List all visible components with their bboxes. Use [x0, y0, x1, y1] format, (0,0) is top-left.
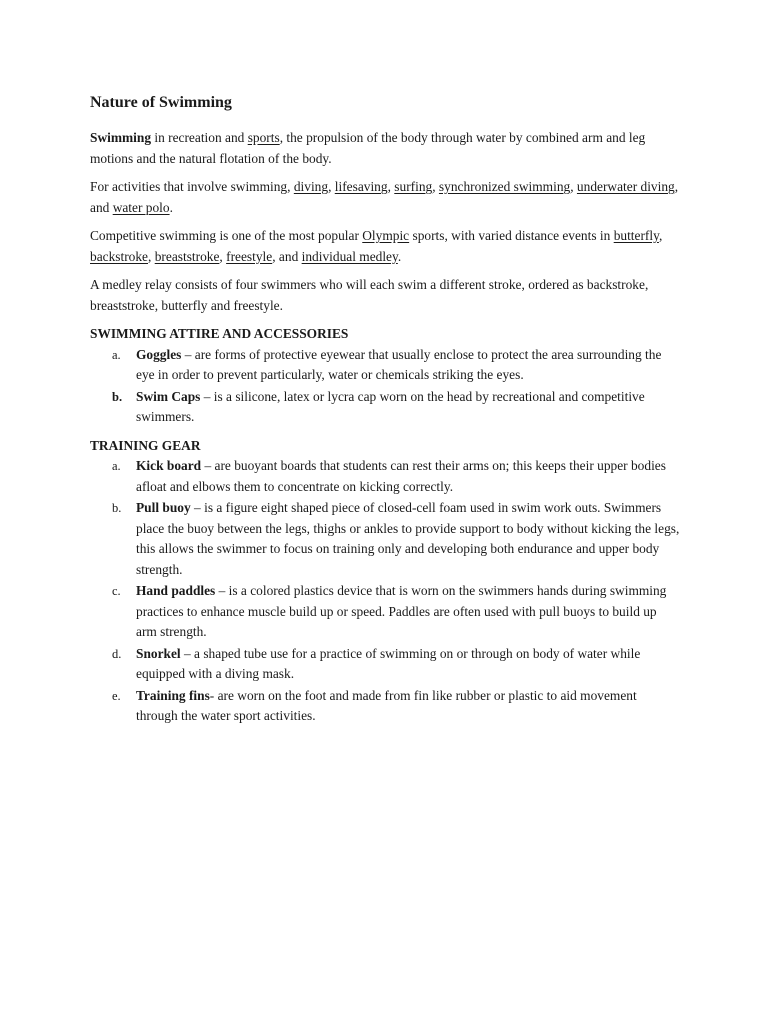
item-term: Snorkel [136, 645, 181, 661]
link-water-polo[interactable]: water polo [112, 199, 170, 215]
item-description: – a shaped tube use for a practice of swimming on or through on body of water while equipped with a diving mask. [136, 645, 641, 681]
item-description: - are worn on the foot and made from fin like rubber or plastic to aid movement through the water sport activities. [136, 687, 637, 723]
item-description: – are forms of protective eyewear that usually enclose to protect the area surrounding the eye in order to prevent particularly, water or chemicals striking the eyes. [136, 346, 662, 382]
item-term: Kick board [136, 458, 202, 473]
list-item [90, 345, 680, 386]
link-individual-medley[interactable]: individual medley [301, 248, 398, 264]
link-breaststroke[interactable]: breaststroke [154, 248, 220, 264]
item-description: – is a silicone, latex or lycra cap worn on the head by recreational and competitive swimmers. [136, 388, 645, 424]
link-diving[interactable]: diving [293, 179, 329, 194]
link-backstroke[interactable]: backstroke [90, 248, 149, 264]
list-item [90, 498, 680, 580]
list-marker: a. [112, 459, 121, 473]
list-marker: a. [112, 347, 121, 362]
competitive-paragraph: Competitive swimming is one of the most popular Olympic sports, with varied distance events in butterfly, backstroke, breaststroke, freestyle, and individual medley. [90, 228, 663, 264]
link-synchronized-swimming[interactable]: synchronized swimming [438, 179, 571, 194]
training-gear-list [90, 456, 680, 727]
item-term: Training fins [136, 687, 210, 703]
link-freestyle[interactable]: freestyle [226, 248, 273, 264]
link-underwater-diving[interactable]: underwater diving [576, 179, 675, 194]
attire-heading: SWIMMING ATTIRE AND ACCESSORIES [90, 326, 349, 341]
intro-paragraph: Swimming in recreation and sports, the propulsion of the body through water by combined arm and leg motions and the natural flotation of the body. [90, 130, 646, 166]
item-description: – is a colored plastics device that is worn on the swimmers hands during swimming practices to enhance muscle build up or speed. Paddles are often used with pull buoys to build up arm strength. [136, 583, 667, 639]
list-marker: d. [112, 646, 122, 661]
list-marker: b. [112, 389, 123, 404]
list-marker: e. [112, 688, 121, 703]
list-item [90, 456, 680, 497]
link-butterfly[interactable]: butterfly [613, 228, 659, 243]
medley-relay-paragraph: A medley relay consists of four swimmers who will each swim a different stroke, ordered as backstroke, breaststroke, butterfly and freestyle. [90, 277, 649, 313]
item-term: Pull buoy [136, 500, 191, 515]
list-marker: b. [112, 501, 122, 515]
list-item [90, 644, 680, 685]
page-title: Nature of Swimming [90, 94, 232, 111]
item-term: Swim Caps [136, 388, 201, 404]
item-description: – are buoyant boards that students can rest their arms on; this keeps their upper bodies afloat and elbows them to concentrate on kicking correctly. [136, 458, 666, 494]
list-item [90, 387, 680, 428]
item-description: – is a figure eight shaped piece of closed-cell foam used in swim work outs. Swimmers place the buoy between the legs, thighs or ankles to provide support to body without kicking the legs, this allows the swimmer to focus on training only and developing both endurance and upper body strength. [136, 500, 680, 577]
attire-list [90, 345, 680, 428]
activities-paragraph: For activities that involve swimming, diving, lifesaving, surfing, synchronized swimming, underwater diving, and water polo. [90, 179, 679, 215]
link-surfing[interactable]: surfing [394, 179, 433, 194]
list-item [90, 581, 680, 643]
document-page [90, 92, 680, 731]
list-marker: c. [112, 584, 121, 598]
link-olympic[interactable]: Olympic [362, 228, 410, 243]
link-lifesaving[interactable]: lifesaving [334, 179, 388, 194]
list-item [90, 686, 680, 727]
link-sports[interactable]: sports [247, 130, 280, 145]
item-term: Goggles [136, 346, 182, 362]
training-gear-heading: TRAINING GEAR [90, 437, 201, 453]
item-term: Hand paddles [136, 583, 216, 598]
term-swimming: Swimming [90, 130, 152, 145]
